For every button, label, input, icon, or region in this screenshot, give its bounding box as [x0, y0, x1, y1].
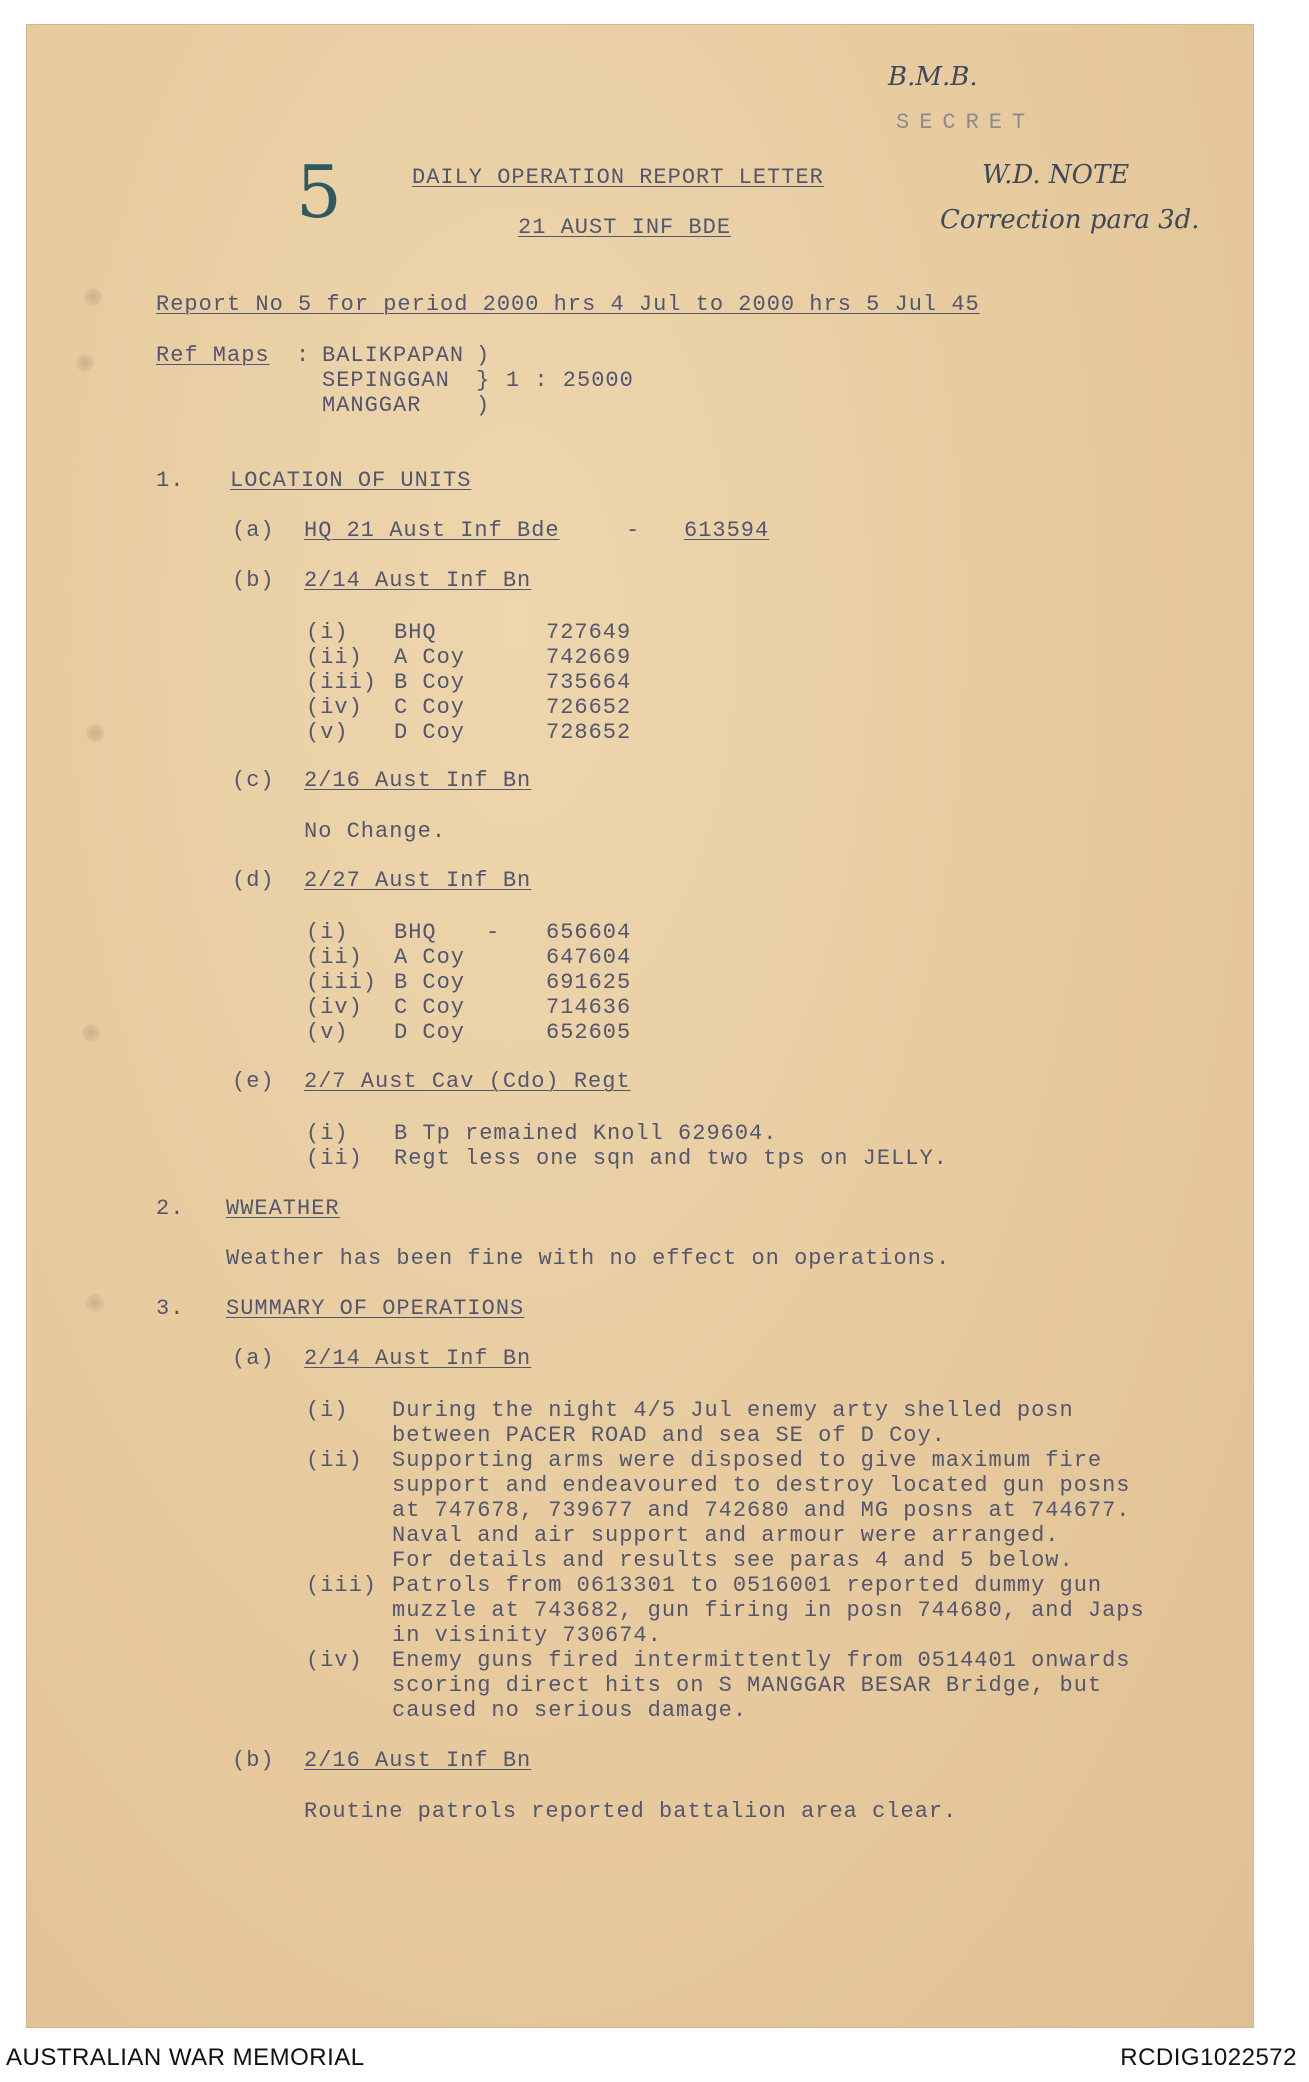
s1c-label: (c) [232, 768, 275, 793]
s1b-row-num: (v) [306, 720, 349, 745]
footer-source: AUSTRALIAN WAR MEMORIAL [6, 2044, 365, 2071]
s1a-ref: 613594 [684, 518, 770, 543]
s1b-row-name: B Coy [394, 670, 466, 695]
s1d-unit: 2/27 Aust Inf Bn [304, 868, 532, 893]
s3a-item-line: Supporting arms were disposed to give maximum fire [392, 1448, 1103, 1473]
s1d-row-ref: 652605 [546, 1020, 632, 1045]
unit-heading: 21 AUST INF BDE [518, 215, 732, 240]
punch-hole [82, 1024, 100, 1042]
document-sheet [26, 24, 1254, 2028]
annotation-wd-note: W.D. NOTE [982, 160, 1130, 190]
ref-map-1: SEPINGGAN [322, 368, 450, 393]
s1b-row-ref: 726652 [546, 695, 632, 720]
s3a-item-line: caused no serious damage. [392, 1698, 748, 1723]
s1d-row-num: (i) [306, 920, 349, 945]
map-scale: 1 : 25000 [506, 368, 634, 393]
s1b-label: (b) [232, 568, 275, 593]
section-2-title: WWEATHER [226, 1196, 340, 1221]
s3a-item-line: During the night 4/5 Jul enemy arty shelled posn [392, 1398, 1074, 1423]
s1b-row-ref: 728652 [546, 720, 632, 745]
s1d-row-num: (iv) [306, 995, 363, 1020]
s1d-row-ref: 656604 [546, 920, 632, 945]
s1d-row-num: (iii) [306, 970, 378, 995]
punch-hole [86, 724, 104, 742]
s1e-label: (e) [232, 1069, 275, 1094]
s1d-row-name: A Coy [394, 945, 466, 970]
punch-hole [86, 1294, 104, 1312]
s3b-label: (b) [232, 1748, 275, 1773]
s1e-row-num: (i) [306, 1121, 349, 1146]
s1b-row-num: (iv) [306, 695, 363, 720]
s3a-item-line: Naval and air support and armour were arranged. [392, 1523, 1060, 1548]
s3a-item-line: at 747678, 739677 and 742680 and MG posns at 744677. [392, 1498, 1131, 1523]
s3b-text: Routine patrols reported battalion area clear. [304, 1799, 958, 1824]
s3a-unit: 2/14 Aust Inf Bn [304, 1346, 532, 1371]
document-title: DAILY OPERATION REPORT LETTER [412, 165, 824, 190]
s1b-row-name: C Coy [394, 695, 466, 720]
s1b-row-name: A Coy [394, 645, 466, 670]
s1b-row-ref: 742669 [546, 645, 632, 670]
s1a-dash: - [626, 518, 641, 543]
s1d-row-ref: 647604 [546, 945, 632, 970]
ref-map-0: BALIKPAPAN [322, 343, 465, 368]
annotation-initials: B.M.B. [888, 62, 978, 92]
section-1-title: LOCATION OF UNITS [230, 468, 472, 493]
s3a-item-line: in visinity 730674. [392, 1623, 662, 1648]
section-3-number: 3. [156, 1296, 185, 1321]
s1d-row-num: (v) [306, 1020, 349, 1045]
section-3-title: SUMMARY OF OPERATIONS [226, 1296, 525, 1321]
s1d-row-num: (ii) [306, 945, 363, 970]
s1e-row-num: (ii) [306, 1146, 363, 1171]
s1b-row-name: BHQ [394, 620, 437, 645]
brace-mark: ) [476, 343, 490, 368]
s1d-label: (d) [232, 868, 275, 893]
s1a-unit: HQ 21 Aust Inf Bde [304, 518, 560, 543]
s1d-row-name: B Coy [394, 970, 466, 995]
s3a-item-num: (i) [306, 1398, 349, 1423]
classification-stamp: SECRET [896, 110, 1036, 135]
section-1-number: 1. [156, 468, 185, 493]
s1b-row-num: (iii) [306, 670, 378, 695]
punch-hole [84, 288, 102, 306]
s3a-item-num: (ii) [306, 1448, 363, 1473]
s1b-unit: 2/14 Aust Inf Bn [304, 568, 532, 593]
s1e-row-text: B Tp remained Knoll 629604. [394, 1121, 778, 1146]
s1d-row-ref: 714636 [546, 995, 632, 1020]
s3a-item-line: support and endeavoured to destroy located gun posns [392, 1473, 1131, 1498]
s1b-row-name: D Coy [394, 720, 466, 745]
s1b-row-ref: 735664 [546, 670, 632, 695]
s1a-label: (a) [232, 518, 275, 543]
s3a-item-line: muzzle at 743682, gun firing in posn 744680, and Japs [392, 1598, 1145, 1623]
ref-map-2: MANGGAR [322, 393, 422, 418]
s1d-row-name: D Coy [394, 1020, 466, 1045]
ref-maps-sep: : [296, 343, 311, 368]
s3a-label: (a) [232, 1346, 275, 1371]
brace-mark: ) [476, 393, 490, 418]
annotation-page-number: 5 [296, 150, 342, 234]
s3a-item-line: scoring direct hits on S MANGGAR BESAR Bridge, but [392, 1673, 1103, 1698]
s3a-item-num: (iv) [306, 1648, 363, 1673]
s1d-row-ref: 691625 [546, 970, 632, 995]
s3a-item-line: For details and results see paras 4 and 5 below. [392, 1548, 1074, 1573]
s3a-item-line: Enemy guns fired intermittently from 0514401 onwards [392, 1648, 1131, 1673]
s3a-item-line: Patrols from 0613301 to 0516001 reported dummy gun [392, 1573, 1103, 1598]
punch-hole [76, 354, 94, 372]
s3a-item-num: (iii) [306, 1573, 378, 1598]
s1e-row-text: Regt less one sqn and two tps on JELLY. [394, 1146, 948, 1171]
s1b-row-ref: 727649 [546, 620, 632, 645]
s1d-row-name: BHQ [394, 920, 437, 945]
ref-maps-label: Ref Maps [156, 343, 270, 368]
s1c-text: No Change. [304, 819, 447, 844]
report-line: Report No 5 for period 2000 hrs 4 Jul to 2000 hrs 5 Jul 45 [156, 292, 980, 317]
section-2-text: Weather has been fine with no effect on operations. [226, 1246, 951, 1271]
s1c-unit: 2/16 Aust Inf Bn [304, 768, 532, 793]
s3a-item-line: between PACER ROAD and sea SE of D Coy. [392, 1423, 946, 1448]
s1e-unit: 2/7 Aust Cav (Cdo) Regt [304, 1069, 631, 1094]
s1b-row-num: (i) [306, 620, 349, 645]
s1b-row-num: (ii) [306, 645, 363, 670]
footer-id: RCDIG1022572 [1120, 2044, 1297, 2071]
s1d-row-dash: - [486, 920, 501, 945]
s1d-row-name: C Coy [394, 995, 466, 1020]
brace-mark: } [476, 368, 490, 393]
annotation-correction: Correction para 3d. [940, 205, 1200, 235]
section-2-number: 2. [156, 1196, 185, 1221]
s3b-unit: 2/16 Aust Inf Bn [304, 1748, 532, 1773]
